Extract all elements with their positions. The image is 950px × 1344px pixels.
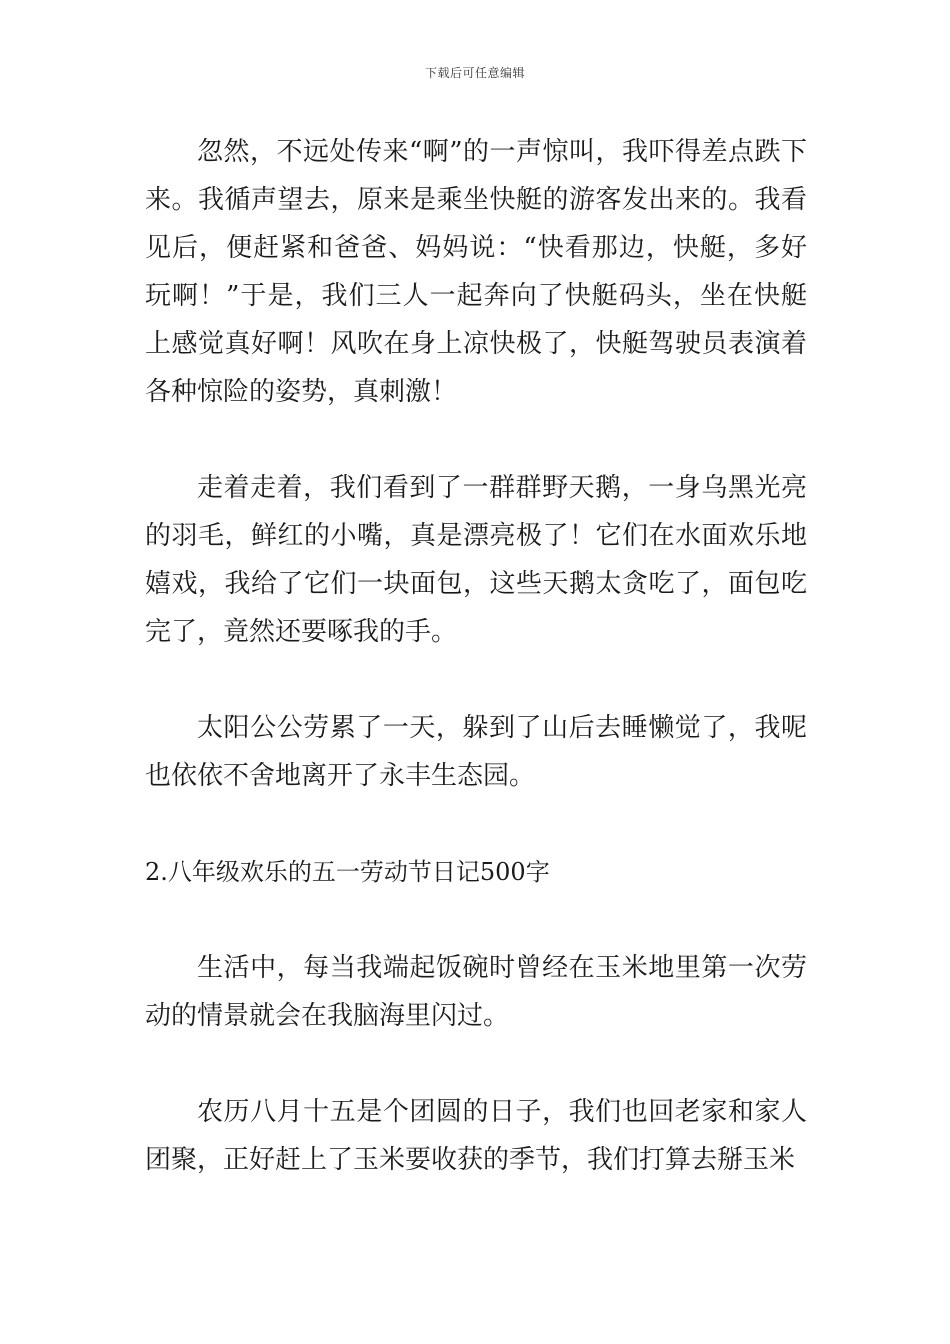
document-body [145,128,807,1184]
paragraph-swans: 走着走着，我们看到了一群群野天鹅，一身乌黑光亮的羽毛，鲜红的小嘴，真是漂亮极了！它们在水面欢乐地嬉戏，我给了它们一块面包，这些天鹅太贪吃了，面包吃完了，竟然还要啄我的手。 [145,473,807,647]
paragraph-reunion: 农历八月十五是个团圆的日子，我们也回老家和家人团聚，正好赶上了玉米要收获的季节，我们打算去掰玉米 [145,1097,807,1175]
paragraph-sunset: 太阳公公劳累了一天，躲到了山后去睡懒觉了，我呢也依依不舍地离开了永丰生态园。 [145,713,807,791]
paragraph-gap [145,800,807,848]
paragraph-gap [145,1040,807,1088]
paragraph-gap [145,416,807,464]
paragraph-speedboat: 忽然，不远处传来“啊”的一声惊叫，我吓得差点跌下来。我循声望去，原来是乘坐快艇的游客发出来的。我看见后，便赶紧和爸爸、妈妈说：“快看那边，快艇，多好玩啊！”于是，我们三人一起奔向了快艇码头，坐在快艇上感觉真好啊！风吹在身上凉快极了，快艇驾驶员表演着各种惊险的姿势，真刺激！ [145,137,807,407]
paragraph-memory: 生活中，每当我端起饭碗时曾经在玉米地里第一次劳动的情景就会在我脑海里闪过。 [145,953,807,1031]
section-heading: 2.八年级欢乐的五一劳动节日记500字 [145,858,550,886]
page-header: 下载后可任意编辑 [424,66,525,80]
paragraph-gap [145,896,807,944]
paragraph-gap [145,656,807,704]
